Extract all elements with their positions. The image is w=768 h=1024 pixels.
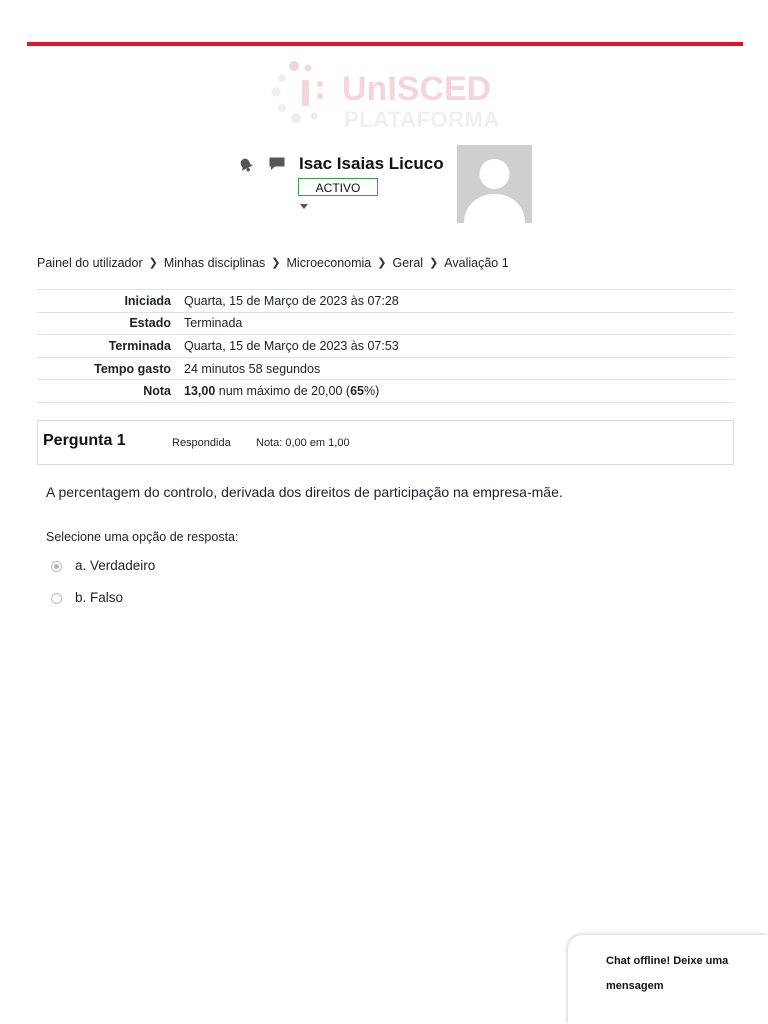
grade-percent: 65 <box>350 384 364 399</box>
answer-option-label: b. Falso <box>75 590 124 605</box>
chat-widget-text: Chat offline! Deixe uma <box>606 955 729 967</box>
answer-option-label: a. Verdadeiro <box>75 558 156 573</box>
radio-button[interactable] <box>51 593 62 604</box>
breadcrumb-item-section[interactable]: Geral <box>392 256 424 270</box>
radio-button[interactable] <box>51 561 62 572</box>
logo-dots-icon <box>268 58 338 130</box>
summary-label: Estado <box>37 312 184 335</box>
summary-value: Quarta, 15 de Março de 2023 às 07:53 <box>184 335 734 358</box>
speech-bubble-icon[interactable] <box>268 156 286 172</box>
summary-label: Tempo gasto <box>37 357 184 380</box>
default-user-avatar-icon <box>457 145 532 223</box>
chevron-right-icon: ❯ <box>148 257 158 269</box>
user-name[interactable]: Isac Isaias Licuco <box>299 154 444 173</box>
summary-label: Nota <box>37 380 184 403</box>
grade-mid: num máximo de 20,00 ( <box>215 384 351 399</box>
top-accent-bar <box>27 42 743 46</box>
chevron-right-icon: ❯ <box>377 257 387 269</box>
breadcrumb-item-dashboard[interactable]: Painel do utilizador <box>37 256 143 270</box>
table-row <box>37 380 734 403</box>
summary-value: Quarta, 15 de Março de 2023 às 07:28 <box>184 290 734 313</box>
table-row <box>37 290 734 313</box>
status-badge: ACTIVO <box>298 178 378 196</box>
table-row <box>37 335 734 358</box>
breadcrumb-item-quiz[interactable]: Avaliação 1 <box>444 256 509 270</box>
logo-sub-text: PLATAFORMA <box>344 107 500 132</box>
question-text: A percentagem do controlo, derivada dos direitos de participação na empresa-mãe. <box>46 484 563 500</box>
table-row <box>37 357 734 380</box>
summary-grade-value <box>184 380 734 403</box>
chat-widget[interactable] <box>568 935 768 1024</box>
summary-label: Terminada <box>37 335 184 358</box>
attempt-summary-table <box>37 289 734 403</box>
chat-widget-text: mensagem <box>606 980 664 992</box>
answer-option-b[interactable] <box>48 590 348 610</box>
question-state: Respondida <box>172 437 231 449</box>
grade-score: 13,00 <box>184 384 216 399</box>
question-title: Pergunta 1 <box>43 432 126 449</box>
breadcrumb-item-course[interactable]: Microeconomia <box>286 256 372 270</box>
question-grade: Nota: 0,00 em 1,00 <box>256 437 350 449</box>
chevron-down-icon[interactable] <box>300 204 308 209</box>
answer-prompt: Selecione uma opção de resposta: <box>46 530 239 544</box>
logo-brand-text: UnISCED <box>342 70 492 108</box>
bell-icon[interactable] <box>238 157 254 173</box>
grade-end: %) <box>363 384 380 399</box>
avatar[interactable] <box>457 145 532 223</box>
breadcrumb-item-my-courses[interactable]: Minhas disciplinas <box>163 256 266 270</box>
question-info-box <box>37 420 734 465</box>
table-row <box>37 312 734 335</box>
answer-option-a[interactable] <box>48 558 348 578</box>
summary-value: Terminada <box>184 312 734 335</box>
summary-value: 24 minutos 58 segundos <box>184 357 734 380</box>
unisced-logo <box>268 58 508 134</box>
breadcrumb <box>37 256 509 270</box>
chevron-right-icon: ❯ <box>271 257 281 269</box>
chevron-right-icon: ❯ <box>429 257 439 269</box>
summary-label: Iniciada <box>37 290 184 313</box>
